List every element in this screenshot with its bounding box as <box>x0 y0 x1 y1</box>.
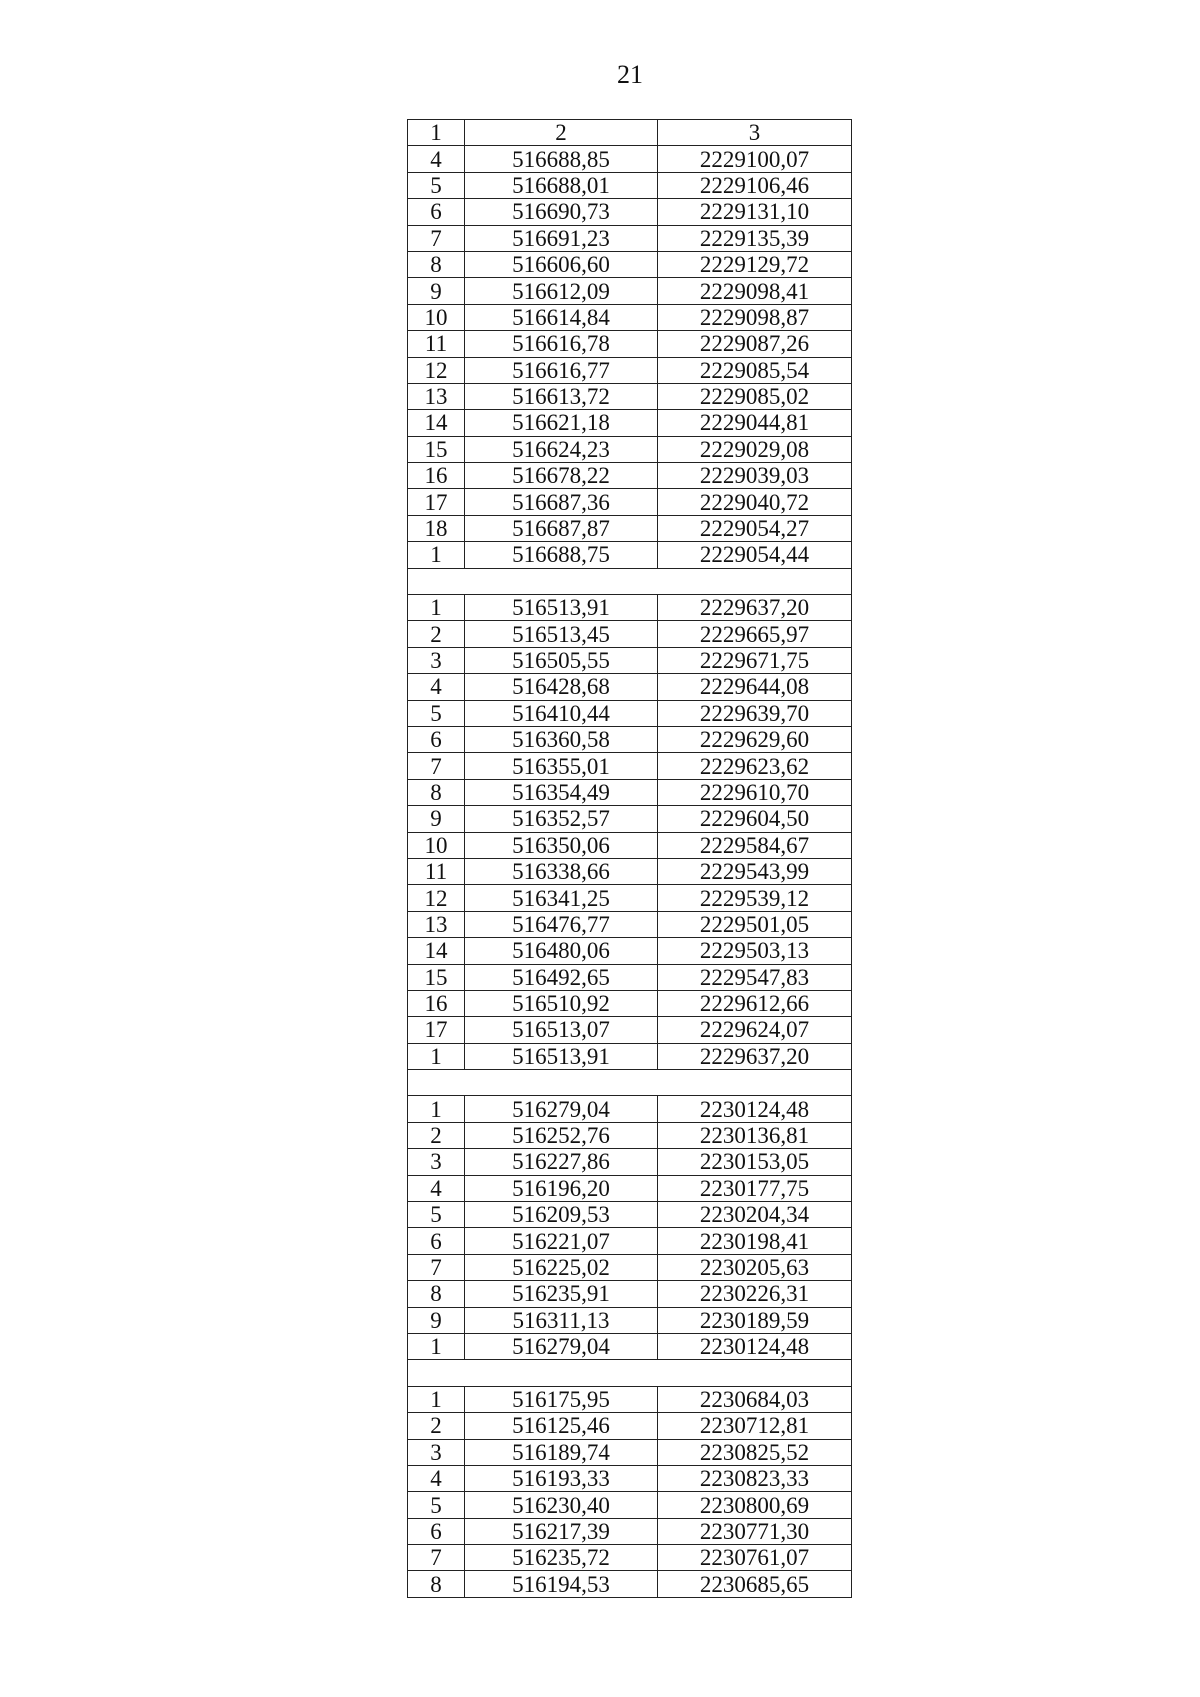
x-coordinate-cell: 516687,87 <box>465 515 658 541</box>
y-coordinate-cell: 2229040,72 <box>658 489 852 515</box>
point-number-cell: 1 <box>408 1333 465 1359</box>
table-row <box>408 1386 852 1412</box>
x-coordinate-cell: 516221,07 <box>465 1228 658 1254</box>
point-number-cell: 8 <box>408 1281 465 1307</box>
x-coordinate-cell: 516410,44 <box>465 700 658 726</box>
y-coordinate-cell: 2229543,99 <box>658 858 852 884</box>
table-row <box>408 542 852 568</box>
y-coordinate-cell: 2230825,52 <box>658 1439 852 1465</box>
group-separator-row <box>408 1360 852 1386</box>
y-coordinate-cell: 2230684,03 <box>658 1386 852 1412</box>
x-coordinate-cell: 516513,91 <box>465 595 658 621</box>
table-row <box>408 964 852 990</box>
y-coordinate-cell: 2230761,07 <box>658 1545 852 1571</box>
x-coordinate-cell: 516513,91 <box>465 1043 658 1069</box>
point-number-cell: 2 <box>408 1413 465 1439</box>
table-row <box>408 278 852 304</box>
point-number-cell: 7 <box>408 753 465 779</box>
group-separator-row <box>408 568 852 594</box>
x-coordinate-cell: 516352,57 <box>465 806 658 832</box>
y-coordinate-cell: 2229085,02 <box>658 383 852 409</box>
x-coordinate-cell: 516230,40 <box>465 1492 658 1518</box>
point-number-cell: 3 <box>408 647 465 673</box>
x-coordinate-cell: 516513,45 <box>465 621 658 647</box>
group-separator-row <box>408 1070 852 1096</box>
table-row <box>408 726 852 752</box>
point-number-cell: 5 <box>408 172 465 198</box>
table-row <box>408 1545 852 1571</box>
table-row <box>408 383 852 409</box>
table-row <box>408 911 852 937</box>
point-number-cell: 4 <box>408 1175 465 1201</box>
point-number-cell: 13 <box>408 383 465 409</box>
x-coordinate-cell: 516209,53 <box>465 1202 658 1228</box>
table-row <box>408 1307 852 1333</box>
y-coordinate-cell: 2229100,07 <box>658 146 852 172</box>
y-coordinate-cell: 2229612,66 <box>658 990 852 1016</box>
table-row <box>408 806 852 832</box>
x-coordinate-cell: 516612,09 <box>465 278 658 304</box>
point-number-cell: 16 <box>408 990 465 1016</box>
table-row <box>408 858 852 884</box>
point-number-cell: 5 <box>408 1492 465 1518</box>
point-number-cell: 11 <box>408 858 465 884</box>
table-row <box>408 779 852 805</box>
y-coordinate-cell: 2229610,70 <box>658 779 852 805</box>
point-number-cell: 12 <box>408 885 465 911</box>
table-row <box>408 885 852 911</box>
x-coordinate-cell: 516341,25 <box>465 885 658 911</box>
point-number-cell: 9 <box>408 1307 465 1333</box>
point-number-cell: 4 <box>408 674 465 700</box>
y-coordinate-cell: 2230189,59 <box>658 1307 852 1333</box>
point-number-cell: 4 <box>408 146 465 172</box>
y-coordinate-cell: 2230823,33 <box>658 1465 852 1491</box>
point-number-cell: 16 <box>408 463 465 489</box>
x-coordinate-cell: 516217,39 <box>465 1518 658 1544</box>
x-coordinate-cell: 516613,72 <box>465 383 658 409</box>
x-coordinate-cell: 516510,92 <box>465 990 658 1016</box>
x-coordinate-cell: 516252,76 <box>465 1122 658 1148</box>
table-row <box>408 1413 852 1439</box>
x-coordinate-cell: 516492,65 <box>465 964 658 990</box>
y-coordinate-cell: 2229637,20 <box>658 1043 852 1069</box>
y-coordinate-cell: 2229624,07 <box>658 1017 852 1043</box>
y-coordinate-cell: 2229029,08 <box>658 436 852 462</box>
point-number-cell: 10 <box>408 832 465 858</box>
table-row <box>408 357 852 383</box>
point-number-cell: 8 <box>408 1571 465 1597</box>
table-row <box>408 225 852 251</box>
x-coordinate-cell: 516125,46 <box>465 1413 658 1439</box>
y-coordinate-cell: 2229131,10 <box>658 199 852 225</box>
point-number-cell: 6 <box>408 199 465 225</box>
y-coordinate-cell: 2229584,67 <box>658 832 852 858</box>
y-coordinate-cell: 2230800,69 <box>658 1492 852 1518</box>
x-coordinate-cell: 516476,77 <box>465 911 658 937</box>
group-separator-cell <box>408 1070 852 1096</box>
header-cell-point: 1 <box>408 120 465 146</box>
header-cell-x: 2 <box>465 120 658 146</box>
point-number-cell: 8 <box>408 779 465 805</box>
y-coordinate-cell: 2230198,41 <box>658 1228 852 1254</box>
x-coordinate-cell: 516616,77 <box>465 357 658 383</box>
y-coordinate-cell: 2229085,54 <box>658 357 852 383</box>
y-coordinate-cell: 2229106,46 <box>658 172 852 198</box>
y-coordinate-cell: 2229039,03 <box>658 463 852 489</box>
table-row <box>408 1254 852 1280</box>
table-row <box>408 1492 852 1518</box>
table-row <box>408 515 852 541</box>
point-number-cell: 10 <box>408 304 465 330</box>
x-coordinate-cell: 516227,86 <box>465 1149 658 1175</box>
y-coordinate-cell: 2229503,13 <box>658 938 852 964</box>
y-coordinate-cell: 2230136,81 <box>658 1122 852 1148</box>
point-number-cell: 5 <box>408 1202 465 1228</box>
table-row <box>408 463 852 489</box>
point-number-cell: 12 <box>408 357 465 383</box>
x-coordinate-cell: 516428,68 <box>465 674 658 700</box>
x-coordinate-cell: 516235,72 <box>465 1545 658 1571</box>
x-coordinate-cell: 516194,53 <box>465 1571 658 1597</box>
x-coordinate-cell: 516279,04 <box>465 1096 658 1122</box>
table-row <box>408 1122 852 1148</box>
point-number-cell: 1 <box>408 1386 465 1412</box>
point-number-cell: 2 <box>408 621 465 647</box>
table-row <box>408 595 852 621</box>
point-number-cell: 17 <box>408 1017 465 1043</box>
x-coordinate-cell: 516678,22 <box>465 463 658 489</box>
point-number-cell: 13 <box>408 911 465 937</box>
y-coordinate-cell: 2229623,62 <box>658 753 852 779</box>
table-row <box>408 621 852 647</box>
table-row <box>408 436 852 462</box>
x-coordinate-cell: 516606,60 <box>465 251 658 277</box>
point-number-cell: 6 <box>408 726 465 752</box>
y-coordinate-cell: 2229087,26 <box>658 331 852 357</box>
x-coordinate-cell: 516360,58 <box>465 726 658 752</box>
point-number-cell: 11 <box>408 331 465 357</box>
y-coordinate-cell: 2230177,75 <box>658 1175 852 1201</box>
table-row <box>408 1096 852 1122</box>
table-row <box>408 1228 852 1254</box>
table-row <box>408 990 852 1016</box>
point-number-cell: 7 <box>408 1545 465 1571</box>
table-row <box>408 1017 852 1043</box>
coordinates-table-body <box>408 120 852 1598</box>
point-number-cell: 4 <box>408 1465 465 1491</box>
x-coordinate-cell: 516235,91 <box>465 1281 658 1307</box>
table-row <box>408 832 852 858</box>
x-coordinate-cell: 516616,78 <box>465 331 658 357</box>
table-row <box>408 647 852 673</box>
point-number-cell: 17 <box>408 489 465 515</box>
x-coordinate-cell: 516355,01 <box>465 753 658 779</box>
x-coordinate-cell: 516614,84 <box>465 304 658 330</box>
y-coordinate-cell: 2229665,97 <box>658 621 852 647</box>
x-coordinate-cell: 516189,74 <box>465 1439 658 1465</box>
table-row <box>408 1175 852 1201</box>
point-number-cell: 6 <box>408 1228 465 1254</box>
group-separator-cell <box>408 1360 852 1386</box>
x-coordinate-cell: 516279,04 <box>465 1333 658 1359</box>
point-number-cell: 6 <box>408 1518 465 1544</box>
x-coordinate-cell: 516688,85 <box>465 146 658 172</box>
point-number-cell: 1 <box>408 595 465 621</box>
x-coordinate-cell: 516354,49 <box>465 779 658 805</box>
table-row <box>408 199 852 225</box>
y-coordinate-cell: 2230204,34 <box>658 1202 852 1228</box>
table-row <box>408 1571 852 1597</box>
y-coordinate-cell: 2230153,05 <box>658 1149 852 1175</box>
page-number: 21 <box>617 60 643 89</box>
point-number-cell: 1 <box>408 1043 465 1069</box>
y-coordinate-cell: 2229501,05 <box>658 911 852 937</box>
point-number-cell: 3 <box>408 1149 465 1175</box>
x-coordinate-cell: 516480,06 <box>465 938 658 964</box>
table-row <box>408 1149 852 1175</box>
y-coordinate-cell: 2230226,31 <box>658 1281 852 1307</box>
y-coordinate-cell: 2229604,50 <box>658 806 852 832</box>
table-row <box>408 1281 852 1307</box>
table-row <box>408 1043 852 1069</box>
point-number-cell: 15 <box>408 436 465 462</box>
table-row <box>408 753 852 779</box>
point-number-cell: 1 <box>408 542 465 568</box>
x-coordinate-cell: 516350,06 <box>465 832 658 858</box>
header-cell-y: 3 <box>658 120 852 146</box>
y-coordinate-cell: 2230205,63 <box>658 1254 852 1280</box>
table-row <box>408 146 852 172</box>
y-coordinate-cell: 2230685,65 <box>658 1571 852 1597</box>
point-number-cell: 5 <box>408 700 465 726</box>
y-coordinate-cell: 2229129,72 <box>658 251 852 277</box>
x-coordinate-cell: 516175,95 <box>465 1386 658 1412</box>
y-coordinate-cell: 2230771,30 <box>658 1518 852 1544</box>
point-number-cell: 1 <box>408 1096 465 1122</box>
point-number-cell: 14 <box>408 410 465 436</box>
table-row <box>408 1333 852 1359</box>
table-row <box>408 1439 852 1465</box>
table-row <box>408 1202 852 1228</box>
x-coordinate-cell: 516688,75 <box>465 542 658 568</box>
x-coordinate-cell: 516311,13 <box>465 1307 658 1333</box>
point-number-cell: 7 <box>408 1254 465 1280</box>
table-header-row <box>408 120 852 146</box>
y-coordinate-cell: 2229054,27 <box>658 515 852 541</box>
y-coordinate-cell: 2230712,81 <box>658 1413 852 1439</box>
y-coordinate-cell: 2229044,81 <box>658 410 852 436</box>
table-row <box>408 1518 852 1544</box>
y-coordinate-cell: 2229637,20 <box>658 595 852 621</box>
table-row <box>408 331 852 357</box>
table-row <box>408 251 852 277</box>
y-coordinate-cell: 2229539,12 <box>658 885 852 911</box>
y-coordinate-cell: 2229054,44 <box>658 542 852 568</box>
y-coordinate-cell: 2230124,48 <box>658 1333 852 1359</box>
y-coordinate-cell: 2229135,39 <box>658 225 852 251</box>
point-number-cell: 9 <box>408 806 465 832</box>
x-coordinate-cell: 516621,18 <box>465 410 658 436</box>
table-row <box>408 410 852 436</box>
y-coordinate-cell: 2229098,87 <box>658 304 852 330</box>
y-coordinate-cell: 2229644,08 <box>658 674 852 700</box>
y-coordinate-cell: 2229098,41 <box>658 278 852 304</box>
x-coordinate-cell: 516690,73 <box>465 199 658 225</box>
point-number-cell: 9 <box>408 278 465 304</box>
table-row <box>408 489 852 515</box>
x-coordinate-cell: 516225,02 <box>465 1254 658 1280</box>
x-coordinate-cell: 516691,23 <box>465 225 658 251</box>
table-row <box>408 1465 852 1491</box>
x-coordinate-cell: 516505,55 <box>465 647 658 673</box>
table-row <box>408 304 852 330</box>
x-coordinate-cell: 516688,01 <box>465 172 658 198</box>
point-number-cell: 3 <box>408 1439 465 1465</box>
table-row <box>408 938 852 964</box>
table-row <box>408 172 852 198</box>
coordinates-table <box>407 119 852 1598</box>
y-coordinate-cell: 2229671,75 <box>658 647 852 673</box>
x-coordinate-cell: 516513,07 <box>465 1017 658 1043</box>
point-number-cell: 7 <box>408 225 465 251</box>
y-coordinate-cell: 2229639,70 <box>658 700 852 726</box>
x-coordinate-cell: 516687,36 <box>465 489 658 515</box>
table-row <box>408 674 852 700</box>
point-number-cell: 15 <box>408 964 465 990</box>
y-coordinate-cell: 2229629,60 <box>658 726 852 752</box>
point-number-cell: 14 <box>408 938 465 964</box>
x-coordinate-cell: 516196,20 <box>465 1175 658 1201</box>
table-row <box>408 700 852 726</box>
x-coordinate-cell: 516624,23 <box>465 436 658 462</box>
x-coordinate-cell: 516338,66 <box>465 858 658 884</box>
point-number-cell: 2 <box>408 1122 465 1148</box>
y-coordinate-cell: 2229547,83 <box>658 964 852 990</box>
x-coordinate-cell: 516193,33 <box>465 1465 658 1491</box>
group-separator-cell <box>408 568 852 594</box>
y-coordinate-cell: 2230124,48 <box>658 1096 852 1122</box>
point-number-cell: 8 <box>408 251 465 277</box>
point-number-cell: 18 <box>408 515 465 541</box>
